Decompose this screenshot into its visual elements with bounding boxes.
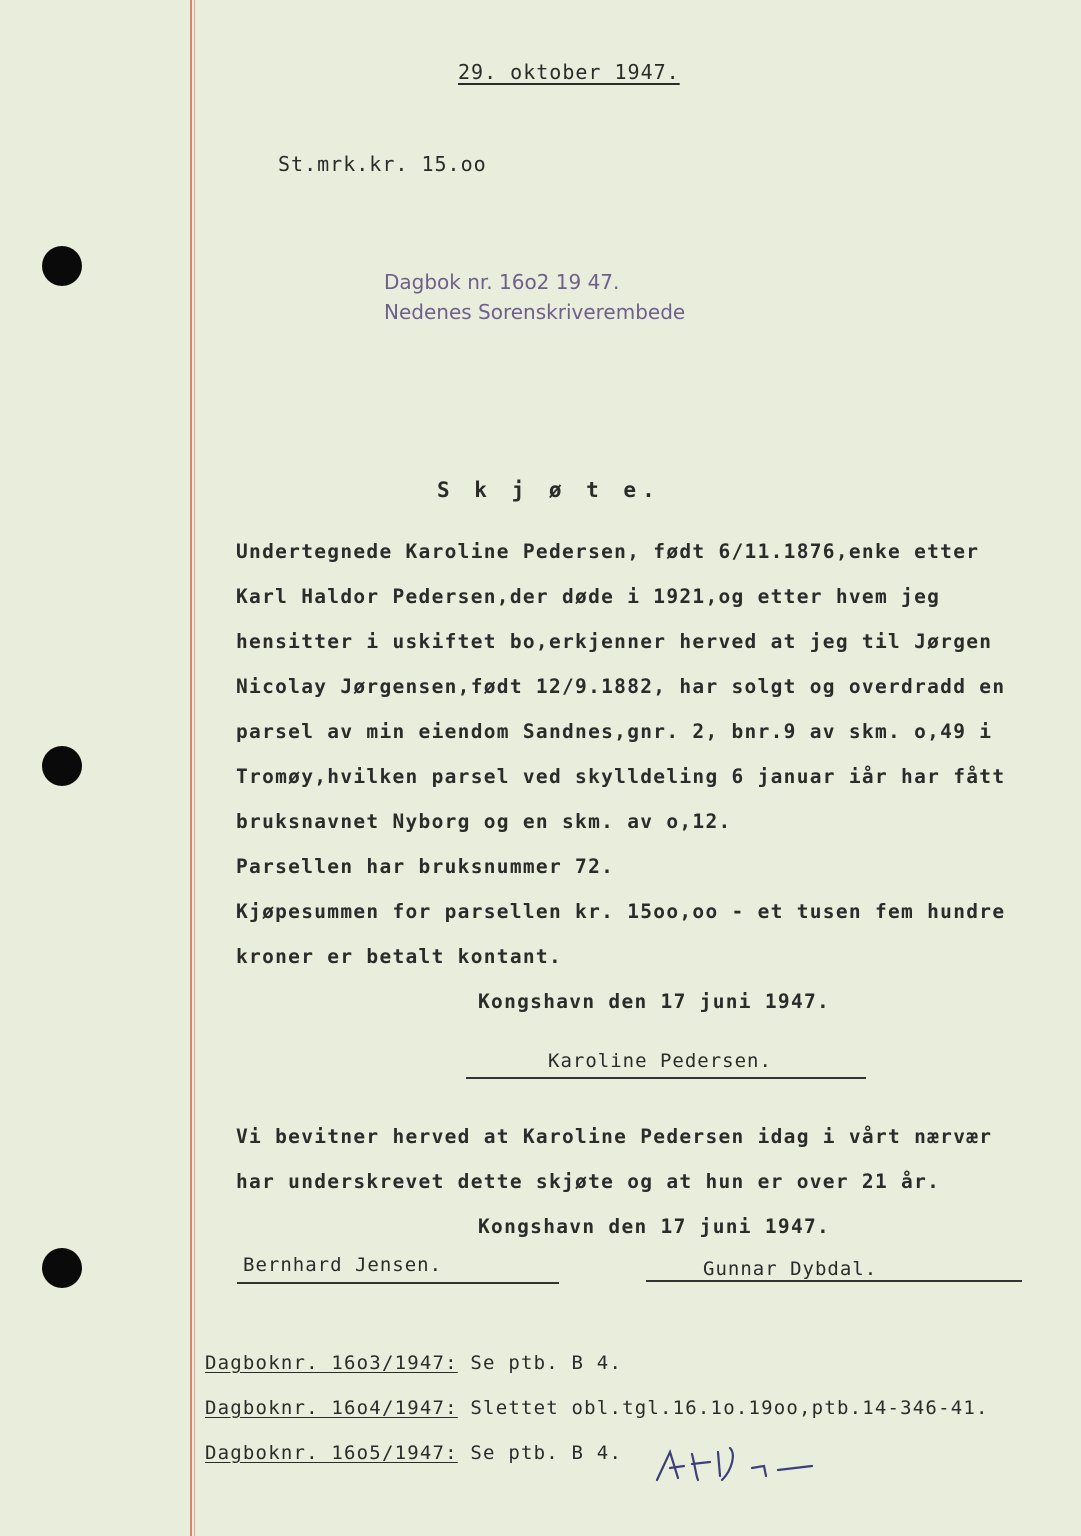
body-line: hensitter i uskiftet bo,erkjenner herved at jeg til Jørgen — [236, 630, 993, 653]
margin-line-secondary — [194, 0, 195, 1536]
registry-stamp-office: Nedenes Sorenskriverembede — [384, 300, 686, 324]
registry-stamp-number: Dagbok nr. 16o2 19 47. — [384, 270, 620, 294]
body-line: parsel av min eiendom Sandnes,gnr. 2, bnr.9 av skm. o,49 i — [236, 720, 993, 743]
witness-signature: Bernhard Jensen. — [243, 1254, 443, 1276]
body-line: Tromøy,hvilken parsel ved skylldeling 6 januar iår har fått — [236, 765, 1006, 788]
body-line: Kjøpesummen for parsellen kr. 15oo,oo - et tusen fem hundre — [236, 900, 1006, 923]
body-line: Parsellen har bruksnummer 72. — [236, 855, 615, 878]
witness-text-line: har underskrevet dette skjøte og at hun er over 21 år. — [236, 1170, 941, 1193]
signature-line — [237, 1282, 559, 1284]
place-date: Kongshavn den 17 juni 1947. — [478, 990, 831, 1013]
body-line: Karl Haldor Pedersen,der døde i 1921,og etter hvem jeg — [236, 585, 941, 608]
margin-line — [190, 0, 192, 1536]
punch-hole-top — [42, 246, 82, 286]
body-line: kroner er betalt kontant. — [236, 945, 562, 968]
document-title: S k j ø t e. — [437, 478, 661, 502]
signature-line — [466, 1077, 866, 1079]
dagbok-entry — [205, 1397, 989, 1419]
dagbok-text: Slettet obl.tgl.16.1o.19oo,ptb.14-346-41. — [470, 1397, 989, 1419]
body-line: Undertegnede Karoline Pedersen, født 6/11.1876,enke etter — [236, 540, 980, 563]
witness-text-line: Vi bevitner herved at Karoline Pedersen idag i vårt nærvær — [236, 1125, 993, 1148]
seller-signature: Karoline Pedersen. — [548, 1050, 772, 1072]
dagbok-entry — [205, 1442, 622, 1464]
body-line: Nicolay Jørgensen,født 12/9.1882, har solgt og overdradd en — [236, 675, 1006, 698]
signature-line — [646, 1280, 1022, 1282]
witness-signature: Gunnar Dybdal. — [703, 1258, 878, 1280]
dagbok-text: Se ptb. B 4. — [470, 1352, 623, 1374]
handwritten-initials — [652, 1440, 832, 1490]
dagbok-text: Se ptb. B 4. — [470, 1442, 623, 1464]
body-line: bruksnavnet Nyborg og en skm. av o,12. — [236, 810, 732, 833]
punch-hole-bottom — [42, 1248, 82, 1288]
punch-hole-middle — [42, 746, 82, 786]
stamp-fee: St.mrk.kr. 15.oo — [278, 152, 487, 176]
dagbok-label: Dagboknr. 16o3/1947: — [205, 1352, 458, 1374]
dagbok-entry — [205, 1352, 622, 1374]
place-date: Kongshavn den 17 juni 1947. — [478, 1215, 831, 1238]
document-date: 29. oktober 1947. — [458, 60, 680, 84]
dagbok-label: Dagboknr. 16o5/1947: — [205, 1442, 458, 1464]
dagbok-label: Dagboknr. 16o4/1947: — [205, 1397, 458, 1419]
